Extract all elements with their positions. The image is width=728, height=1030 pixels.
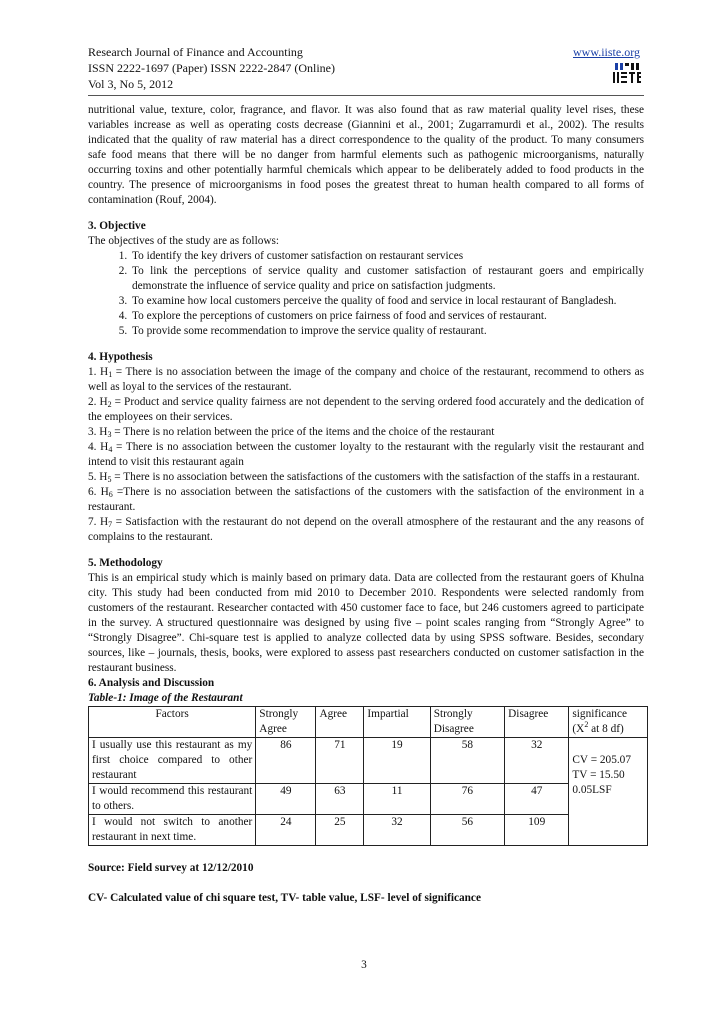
objective-heading: 3. Objective	[88, 220, 146, 232]
page-number: 3	[361, 959, 367, 971]
value-cell: 63	[316, 784, 364, 815]
level-of-significance: 0.05LSF	[572, 784, 612, 796]
table-header-cell: Factors	[89, 707, 256, 738]
significance-header-cell: significance ($X^2$ at 8 df)	[569, 707, 648, 738]
intro-paragraph: nutritional value, texture, color, fragrance, and flavor. It was also found that as raw material quality level rises, these variables increase as well as operating costs decrease (Giannini et al., 2001; Zugarramurdi et al., 2002). The results indicated that the quality of raw material has a direct correspondence to the quality of the product. To many consumers safe food means that there will be no danger from harmful elements such as pathogenic microorganisms, naturally occurring toxins and other potentially harmful chemicals which appear to be deliberately added to food products in the country. The presence of microorganisms in food poses the greatest threat to human health compared to all forms of contamination (Rouf, 2004).	[88, 104, 644, 206]
table-row	[89, 815, 648, 846]
hypothesis-item: 6. $H_6$ =There is no association between the satisfactions of the customers with the satisfaction of the environment in a restaurant.	[88, 486, 644, 513]
table-row	[89, 738, 648, 784]
value-cell: 109	[505, 815, 569, 846]
objective-list	[88, 249, 644, 339]
value-cell: 76	[430, 784, 504, 815]
journal-name: Research Journal of Finance and Accounting	[88, 45, 303, 59]
table-value: TV = 15.50	[572, 769, 625, 781]
value-cell: 25	[316, 815, 364, 846]
header-divider	[88, 95, 644, 96]
value-cell: 71	[316, 738, 364, 784]
table-header-cell: Strongly Agree	[256, 707, 316, 738]
factor-cell: I usually use this restaurant as my first choice compared to other restaurant	[89, 738, 256, 784]
hypothesis-heading: 4. Hypothesis	[88, 351, 153, 363]
objective-item: 4. To explore the perceptions of customers on price fairness of food and services of restaurant.	[130, 309, 644, 324]
value-cell: 86	[256, 738, 316, 784]
hypothesis-item: 1. $H_1$ = There is no association between the image of the company and choice of the restaurant, recommend to others as well as loyal to the services of the restaurant.	[88, 366, 644, 393]
hypothesis-item: 5. $H_5$ = There is no association between the satisfactions of the customers with the satisfaction of the staffs in a restaurant.	[88, 471, 640, 484]
objective-item: 3. To examine how local customers perceive the quality of food and service in local restaurant of Bangladesh.	[130, 294, 644, 309]
factor-cell: I would not switch to another restaurant in next time.	[89, 815, 256, 846]
hypothesis-item: 4. $H_4$ = There is no association between the customer loyalty to the restaurant with the regularly visit the restaurant and intend to visit this restaurant again	[88, 441, 644, 468]
objective-item: 2. To link the perceptions of service quality and customer satisfaction of restaurant goers and empirically demonstrate the influence of service quality and price on satisfaction judgments.	[130, 264, 644, 294]
objective-lead: The objectives of the study are as follows:	[88, 235, 280, 247]
analysis-heading: 6. Analysis and Discussion	[88, 677, 215, 689]
table-header-cell: Strongly Disagree	[430, 707, 504, 738]
table-row	[89, 784, 648, 815]
table-note: CV- Calculated value of chi square test, TV- table value, LSF- level of significance	[88, 892, 481, 904]
value-cell: 49	[256, 784, 316, 815]
table-header-cell: Impartial	[364, 707, 430, 738]
value-cell: 32	[364, 815, 430, 846]
page-header	[88, 44, 640, 92]
objective-item: 1. To identify the key drivers of customer satisfaction on restaurant services	[130, 249, 644, 264]
table-caption: Table-1: Image of the Restaurant	[88, 692, 243, 704]
factor-cell: I would recommend this restaurant to others.	[89, 784, 256, 815]
page-body	[88, 103, 644, 906]
table-source: Source: Field survey at 12/12/2010	[88, 862, 254, 874]
value-cell: 47	[505, 784, 569, 815]
methodology-paragraph: This is an empirical study which is mainly based on primary data. Data are collected from the restaurant goers of Khulna city. This study had been conducted from mid 2010 to December 2010. Respondents were selected randomly from customers of the restaurant. Researcher contacted with 450 customer face to face, but 246 customers agreed to participate in the survey. A structured questionnaire was designed by using five – point scales ranging from “Strongly Agree” to “Strongly Disagree”. Chi-square test is applied to analyze collected data by using SPSS software. Besides, secondary sources, like – journals, thesis, books, were explored to assess past researchers conducted on customer satisfaction in the restaurant business.	[88, 572, 644, 674]
table-header-row	[89, 707, 648, 738]
value-cell: 56	[430, 815, 504, 846]
table-header-cell: Agree	[316, 707, 364, 738]
hypothesis-item: 7. $H_7$ = Satisfaction with the restaurant do not depend on the overall atmosphere of the restaurant and the any reasons of complains to the restaurant.	[88, 516, 644, 543]
issn-line: ISSN 2222-1697 (Paper) ISSN 2222-2847 (Online)	[88, 61, 335, 75]
image-of-restaurant-table	[88, 706, 648, 846]
value-cell: 19	[364, 738, 430, 784]
value-cell: 24	[256, 815, 316, 846]
hypothesis-section	[88, 350, 644, 545]
value-cell: 11	[364, 784, 430, 815]
hypothesis-item: 3. $H_3$ = There is no relation between the price of the items and the choice of the restaurant	[88, 426, 495, 439]
hypothesis-item: 2. $H_2$ = Product and service quality fairness are not dependent to the serving ordered food accurately and the dedication of the employees on their services.	[88, 396, 644, 423]
significance-cell	[569, 738, 648, 846]
objective-item: 5. To provide some recommendation to improve the service quality of restaurant.	[130, 324, 644, 339]
volume-line: Vol 3, No 5, 2012	[88, 77, 174, 91]
table-header-cell: Disagree	[505, 707, 569, 738]
value-cell: 32	[505, 738, 569, 784]
website-link[interactable]: www.iiste.org	[573, 45, 640, 59]
methodology-heading: 5. Methodology	[88, 557, 163, 569]
calculated-value: CV = 205.07	[572, 754, 631, 766]
value-cell: 58	[430, 738, 504, 784]
iiste-logo	[612, 62, 642, 86]
